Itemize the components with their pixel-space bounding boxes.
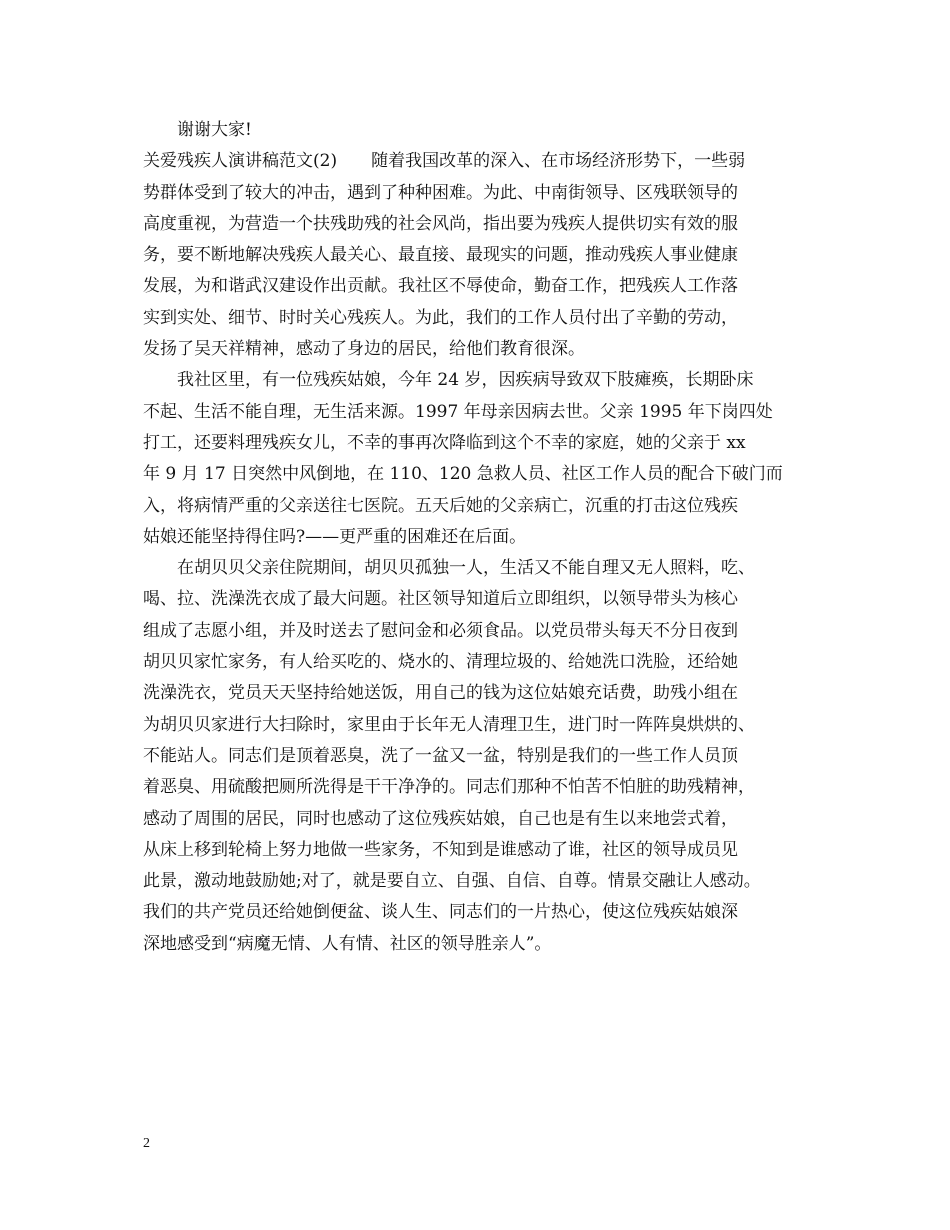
text-line: 谢谢大家! [143, 120, 252, 140]
text-line: 实到实处、细节、时时关心残疾人。为此，我们的工作人员付出了辛勤的劳动， [143, 307, 738, 328]
text-line: 势群体受到了较大的冲击，遇到了种种困难。为此、中南街领导、区残联领导的 [143, 182, 738, 203]
text-line: 姑娘还能坚持得住吗?——更严重的困难还在后面。 [143, 526, 527, 547]
text-line: 为胡贝贝家进行大扫除时，家里由于长年无人清理卫生，进门时一阵阵臭烘烘的、 [143, 714, 755, 735]
text-line: 此景，激动地鼓励她;对了，就是要自立、自强、自信、自尊。情景交融让人感动。 [143, 871, 761, 892]
text-line: 不能站人。同志们是顶着恶臭，洗了一盆又一盆，特别是我们的一些工作人员顶 [143, 745, 738, 766]
text-line: 喝、拉、洗澡洗衣成了最大问题。社区领导知道后立即组织，以领导带头为核心 [143, 589, 738, 610]
body-text [143, 115, 823, 960]
text-line: 着恶臭、用硫酸把厕所洗得是干干净净的。同志们那种不怕苦不怕脏的助残精神， [143, 777, 755, 798]
page-number: 2 [143, 1136, 150, 1151]
text-line: 打工，还要料理残疾女儿，不幸的事再次降临到这个不幸的家庭，她的父亲于 xx [143, 432, 746, 453]
text-line: 我社区里，有一位残疾姑娘，今年 24 岁，因疾病导致双下肢瘫痪，长期卧床 [143, 370, 754, 391]
text-line: 深地感受到“病魔无情、人有情、社区的领导胜亲人”。 [143, 933, 552, 954]
text-line: 发展，为和谐武汉建设作出贡献。我社区不辱使命，勤奋工作，把残疾人工作落 [143, 276, 738, 297]
text-line: 组成了志愿小组，并及时送去了慰问金和必须食品。以党员带头每天不分日夜到 [143, 620, 738, 641]
text-line: 从床上移到轮椅上努力地做一些家务，不知到是谁感动了谁，社区的领导成员见 [143, 839, 738, 860]
text-line: 我们的共产党员还给她倒便盆、谈人生、同志们的一片热心，使这位残疾姑娘深 [143, 902, 738, 923]
text-line: 入，将病情严重的父亲送往七医院。五天后她的父亲病亡，沉重的打击这位残疾 [143, 495, 738, 516]
text-line: 洗澡洗衣，党员天天坚持给她送饭，用自己的钱为这位姑娘充话费，助残小组在 [143, 683, 738, 704]
text-line: 高度重视，为营造一个扶残助残的社会风尚，指出要为残疾人提供切实有效的服 [143, 213, 738, 234]
text-line: 发扬了吴天祥精神，感动了身边的居民，给他们教育很深。 [143, 339, 585, 360]
text-line: 在胡贝贝父亲住院期间，胡贝贝孤独一人，生活又不能自理又无人照料，吃、 [143, 558, 755, 579]
text-line: 务，要不断地解决残疾人最关心、最直接、最现实的问题，推动残疾人事业健康 [143, 245, 738, 266]
text-line: 年 9 月 17 日突然中风倒地，在 110、120 急救人员、社区工作人员的配合下破门而 [143, 464, 783, 485]
text-line: 感动了周围的居民，同时也感动了这位残疾姑娘，自己也是有生以来地尝式着， [143, 808, 738, 829]
text-line: 胡贝贝家忙家务，有人给买吃的、烧水的、清理垃圾的、给她洗口洗脸，还给她 [143, 652, 738, 673]
text-line: 不起、生活不能自理，无生活来源。1997 年母亲因病去世。父亲 1995 年下岗四处 [143, 401, 773, 422]
text-line: 关爱残疾人演讲稿范文(2) 随着我国改革的深入、在市场经济形势下，一些弱 [143, 151, 746, 172]
